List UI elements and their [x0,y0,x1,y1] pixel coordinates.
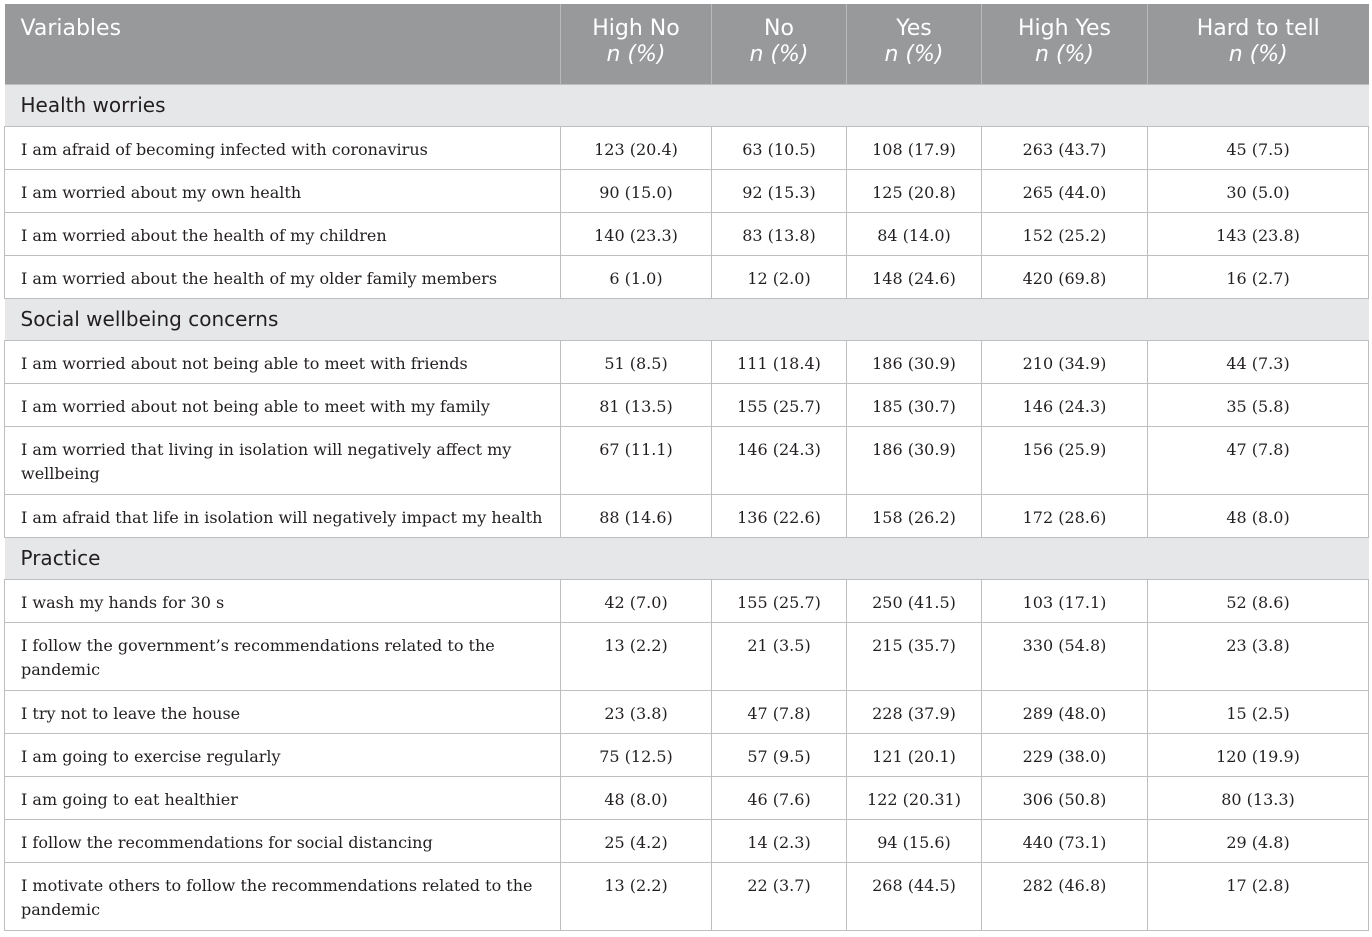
cell-high-yes: 229 (38.0) [982,733,1148,776]
table-row [5,690,1369,733]
cell-hard-to-tell: 29 (4.8) [1148,819,1369,862]
cell-yes: 185 (30.7) [847,383,982,426]
cell-high-yes: 330 (54.8) [982,622,1148,690]
row-label: I am going to eat healthier [5,776,561,819]
cell-no: 155 (25.7) [712,579,847,622]
header-no-label: No [764,16,794,41]
cell-high-yes: 306 (50.8) [982,776,1148,819]
table-row [5,494,1369,537]
row-label: I am worried that living in isolation will negatively affect my wellbeing [5,426,561,494]
cell-high-yes: 440 (73.1) [982,819,1148,862]
cell-hard-to-tell: 80 (13.3) [1148,776,1369,819]
cell-high-no: 48 (8.0) [561,776,712,819]
table-row [5,212,1369,255]
row-label: I try not to leave the house [5,690,561,733]
cell-no: 155 (25.7) [712,383,847,426]
row-label: I am worried about not being able to meet with my family [5,383,561,426]
header-hard-to-tell-sub: n (%) [1228,42,1288,67]
table-row [5,579,1369,622]
cell-hard-to-tell: 17 (2.8) [1148,862,1369,930]
cell-yes: 186 (30.9) [847,340,982,383]
header-yes [847,4,982,84]
header-high-no-sub: n (%) [606,42,666,67]
survey-table [4,4,1369,931]
row-label: I follow the government’s recommendations related to the pandemic [5,622,561,690]
cell-no: 111 (18.4) [712,340,847,383]
header-no-sub: n (%) [749,42,809,67]
cell-yes: 228 (37.9) [847,690,982,733]
row-label: I am worried about the health of my children [5,212,561,255]
header-hard-to-tell-label: Hard to tell [1196,16,1320,41]
cell-high-yes: 172 (28.6) [982,494,1148,537]
section-row [5,298,1369,340]
cell-hard-to-tell: 16 (2.7) [1148,255,1369,298]
table-row [5,622,1369,690]
cell-no: 12 (2.0) [712,255,847,298]
header-variables [5,4,561,84]
cell-yes: 215 (35.7) [847,622,982,690]
table-row [5,126,1369,169]
row-label: I am going to exercise regularly [5,733,561,776]
row-label: I am worried about the health of my older family members [5,255,561,298]
row-label: I am worried about not being able to meet with friends [5,340,561,383]
cell-no: 83 (13.8) [712,212,847,255]
row-label: I follow the recommendations for social distancing [5,819,561,862]
header-hard-to-tell [1148,4,1369,84]
header-no [712,4,847,84]
cell-no: 57 (9.5) [712,733,847,776]
cell-high-yes: 282 (46.8) [982,862,1148,930]
row-label: I motivate others to follow the recommendations related to the pandemic [5,862,561,930]
cell-no: 22 (3.7) [712,862,847,930]
cell-hard-to-tell: 44 (7.3) [1148,340,1369,383]
cell-no: 47 (7.8) [712,690,847,733]
header-high-no-label: High No [592,16,680,41]
cell-high-yes: 152 (25.2) [982,212,1148,255]
section-title: Health worries [5,84,1369,126]
cell-high-yes: 146 (24.3) [982,383,1148,426]
cell-yes: 148 (24.6) [847,255,982,298]
header-variables-label: Variables [20,16,122,41]
header-high-yes-label: High Yes [1017,16,1112,41]
cell-yes: 125 (20.8) [847,169,982,212]
cell-hard-to-tell: 35 (5.8) [1148,383,1369,426]
cell-high-yes: 103 (17.1) [982,579,1148,622]
cell-high-no: 13 (2.2) [561,862,712,930]
cell-hard-to-tell: 30 (5.0) [1148,169,1369,212]
section-row [5,537,1369,579]
row-label: I am afraid of becoming infected with coronavirus [5,126,561,169]
cell-high-no: 90 (15.0) [561,169,712,212]
cell-high-yes: 263 (43.7) [982,126,1148,169]
table-row [5,255,1369,298]
cell-yes: 84 (14.0) [847,212,982,255]
cell-yes: 186 (30.9) [847,426,982,494]
cell-hard-to-tell: 15 (2.5) [1148,690,1369,733]
cell-yes: 250 (41.5) [847,579,982,622]
table-row [5,862,1369,930]
cell-high-no: 81 (13.5) [561,383,712,426]
cell-high-yes: 210 (34.9) [982,340,1148,383]
cell-high-yes: 156 (25.9) [982,426,1148,494]
cell-high-no: 13 (2.2) [561,622,712,690]
header-row [5,4,1369,84]
cell-yes: 94 (15.6) [847,819,982,862]
cell-high-no: 6 (1.0) [561,255,712,298]
table-row [5,776,1369,819]
row-label: I am worried about my own health [5,169,561,212]
cell-high-no: 67 (11.1) [561,426,712,494]
cell-high-no: 123 (20.4) [561,126,712,169]
header-high-yes [982,4,1148,84]
header-high-yes-sub: n (%) [1034,42,1094,67]
cell-no: 14 (2.3) [712,819,847,862]
table-row [5,169,1369,212]
section-title: Social wellbeing concerns [5,298,1369,340]
cell-high-no: 75 (12.5) [561,733,712,776]
section-row [5,84,1369,126]
cell-hard-to-tell: 45 (7.5) [1148,126,1369,169]
cell-no: 46 (7.6) [712,776,847,819]
cell-no: 146 (24.3) [712,426,847,494]
cell-high-yes: 265 (44.0) [982,169,1148,212]
cell-yes: 121 (20.1) [847,733,982,776]
cell-yes: 108 (17.9) [847,126,982,169]
cell-yes: 122 (20.31) [847,776,982,819]
cell-yes: 158 (26.2) [847,494,982,537]
row-label: I am afraid that life in isolation will negatively impact my health [5,494,561,537]
section-title: Practice [5,537,1369,579]
cell-high-no: 25 (4.2) [561,819,712,862]
cell-hard-to-tell: 120 (19.9) [1148,733,1369,776]
cell-no: 92 (15.3) [712,169,847,212]
cell-yes: 268 (44.5) [847,862,982,930]
header-yes-sub: n (%) [884,42,944,67]
table-row [5,340,1369,383]
row-label: I wash my hands for 30 s [5,579,561,622]
cell-high-yes: 289 (48.0) [982,690,1148,733]
cell-hard-to-tell: 52 (8.6) [1148,579,1369,622]
table-row [5,383,1369,426]
cell-high-no: 42 (7.0) [561,579,712,622]
header-yes-label: Yes [896,16,932,41]
cell-hard-to-tell: 23 (3.8) [1148,622,1369,690]
cell-high-no: 88 (14.6) [561,494,712,537]
cell-high-no: 140 (23.3) [561,212,712,255]
cell-high-no: 51 (8.5) [561,340,712,383]
cell-no: 21 (3.5) [712,622,847,690]
cell-no: 63 (10.5) [712,126,847,169]
header-high-no [561,4,712,84]
cell-hard-to-tell: 143 (23.8) [1148,212,1369,255]
table-row [5,733,1369,776]
cell-no: 136 (22.6) [712,494,847,537]
cell-hard-to-tell: 47 (7.8) [1148,426,1369,494]
table-row [5,819,1369,862]
table-row [5,426,1369,494]
cell-hard-to-tell: 48 (8.0) [1148,494,1369,537]
cell-high-yes: 420 (69.8) [982,255,1148,298]
cell-high-no: 23 (3.8) [561,690,712,733]
